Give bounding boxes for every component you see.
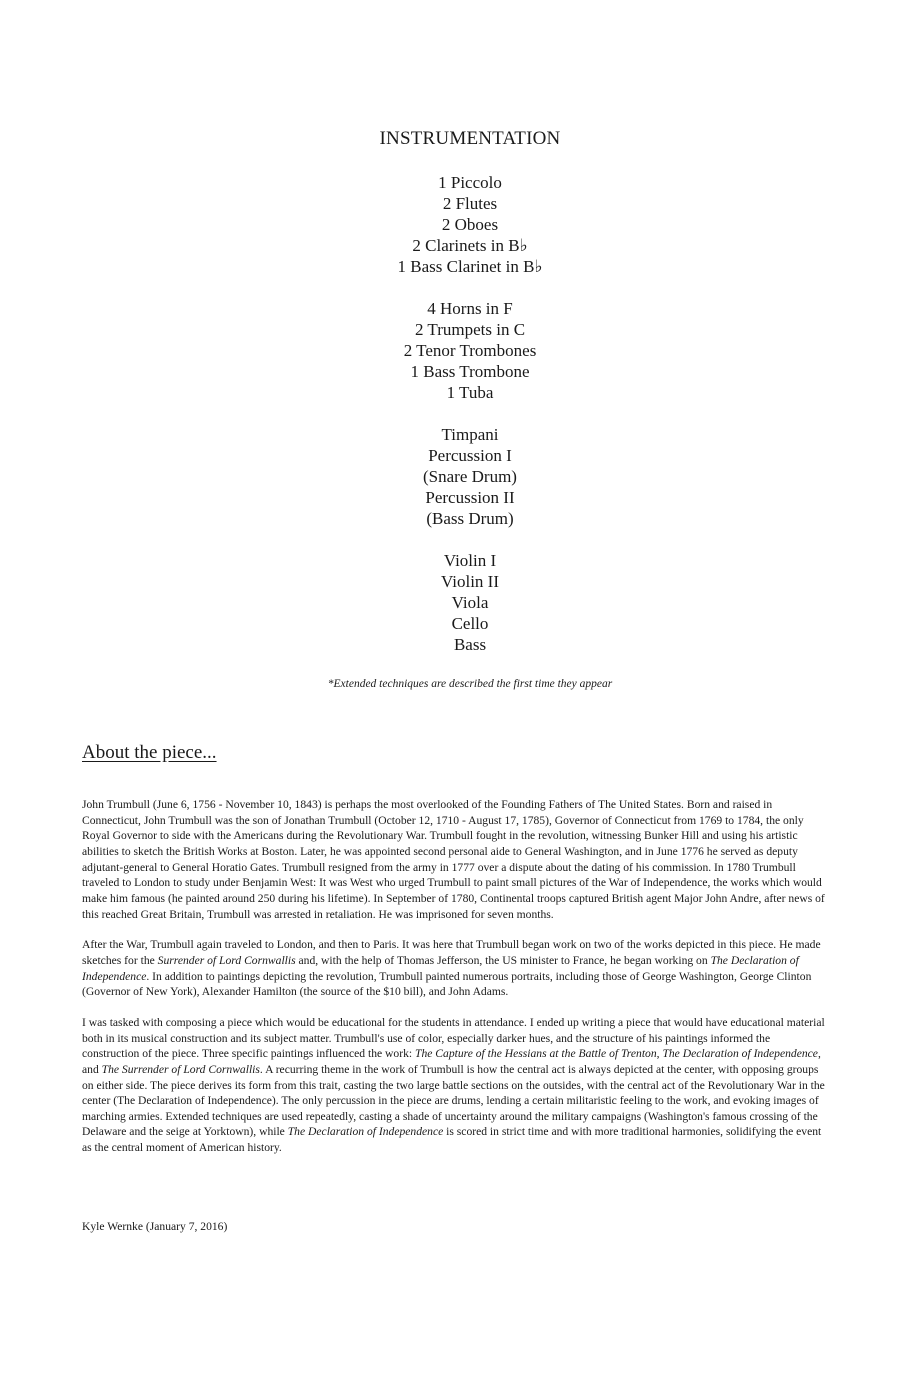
instrument-item: Viola: [451, 593, 489, 612]
instrument-item: Timpani: [441, 425, 499, 444]
instrument-item: 2 Clarinets in B♭: [412, 236, 528, 255]
instrument-item: Violin II: [441, 572, 499, 591]
instrument-item: 1 Piccolo: [438, 173, 502, 192]
instrument-item: Cello: [451, 614, 489, 633]
extended-techniques-footnote: *Extended techniques are described the first time they appear: [327, 678, 613, 690]
about-heading: About the piece...: [82, 742, 217, 763]
painting-title: The Capture of the Hessians at the Battle of Trenton: [415, 1047, 657, 1061]
instrument-item: 2 Oboes: [441, 215, 499, 234]
text-run: After the War, Trumbull again traveled to London, and then to Paris. It was here that Trumbull began work on two of the works depicted in this piece. He made sketches for the: [82, 938, 821, 967]
text-run: is scored in strict time and with more traditional harmonies, solidifying the event as the central moment of American history.: [82, 1125, 822, 1155]
instrument-item: (Snare Drum): [423, 467, 517, 486]
text-run: , and: [82, 1047, 821, 1076]
painting-title: The Surrender of Lord Cornwallis: [101, 1062, 260, 1076]
text-run: and, with the help of Thomas Jefferson, the US minister to France, he began working on: [295, 953, 711, 967]
text-run: I was tasked with composing a piece which would be educational for the students in attendance. I ended up writing a piece that would have educational material both in its musical construction and its subject matter. Trumbull's use of color, especially darker hues, and the structure of his paintings informed the construction of the piece. Three specific paintings influenced the work:: [82, 1015, 825, 1061]
painting-title: The Declaration of Independence: [82, 953, 799, 983]
text-run: . In addition to paintings depicting the revolution, Trumbull painted numerous portraits, including those of George Washington, George Clinton (Governor of New York), Alexander Hamilton (the source of the $10 bill), and John Adams.: [82, 969, 812, 999]
author-signature: Kyle Wernke (January 7, 2016): [82, 1220, 228, 1233]
strings-group: [0, 550, 900, 655]
instrument-item: Percussion II: [425, 488, 515, 507]
painting-title: The Declaration of Independence: [287, 1125, 444, 1139]
painting-title: The Declaration of Independence: [662, 1047, 818, 1061]
about-paragraph-3: [82, 1015, 827, 1156]
instrument-item: 1 Bass Trombone: [410, 362, 530, 381]
instrument-item: 2 Flutes: [442, 194, 498, 213]
text-run: ,: [656, 1047, 663, 1061]
about-paragraph-2: [82, 937, 827, 1000]
painting-title: Surrender of Lord Cornwallis: [157, 953, 296, 967]
woodwinds-group: [0, 172, 900, 277]
instrument-item: 2 Trumpets in C: [414, 320, 526, 339]
instrument-item: (Bass Drum): [426, 509, 514, 528]
percussion-group: [0, 424, 900, 529]
instrument-item: Percussion I: [428, 446, 512, 465]
instrument-item: Violin I: [443, 551, 497, 570]
instrument-item: 4 Horns in F: [427, 299, 513, 318]
brass-group: [0, 298, 900, 403]
instrument-item: 2 Tenor Trombones: [403, 341, 537, 360]
instrumentation-title: INSTRUMENTATION: [379, 128, 561, 149]
about-paragraph-1: John Trumbull (June 6, 1756 - November 10, 1843) is perhaps the most overlooked of the Founding Fathers of The United States. Born and raised in Connecticut, John Trumbull was the son of Jonathan Trumbull (October 12, 1710 - August 17, 1785), Governor of Connecticut from 1769 to 1784, the only Royal Governor to side with the Americans during the Revolutionary War. Trumbull fought in the revolution, witnessing Bunker Hill and using his artistic abilities to sketch the British Works at Boston. Later, he was appointed second personal aide to General Washington, and in June 1776 he served as deputy adjutant-general to General Horatio Gates. Trumbull resigned from the army in 1777 over a dispute about the dating of his commission. In 1780 Trumbull traveled to London to study under Benjamin West: It was West who urged Trumbull to paint small pictures of the War of Independence, the works which would make him famous (he painted around 250 during his lifetime). In September of 1780, Continental troops captured British agent Major John Andre, after news of this reached Great Britain, Trumbull was arrested in retaliation. He was imprisoned for seven months.: [82, 798, 825, 921]
instrument-item: Bass: [453, 635, 487, 654]
instrument-item: 1 Bass Clarinet in B♭: [397, 257, 543, 276]
instrumentation-list: [0, 172, 900, 676]
instrument-item: 1 Tuba: [446, 383, 494, 402]
about-body: [82, 797, 827, 1171]
text-run: . A recurring theme in the work of Trumbull is how the central act is always depicted at the center, with opposing groups on either side. The piece derives its form from this trait, casting the two large battle sections on the outsides, with the central act of the Revolutionary War in the center (The Declaration of Independence). The only percussion in the piece are drums, lending a certain militaristic feeling to the work, and evoking images of marching armies. Extended techniques are used repeatedly, casting a shade of uncertainty around the military campaigns (Washington's famous crossing of the Delaware and the seige at Yorktown), while: [82, 1062, 825, 1139]
